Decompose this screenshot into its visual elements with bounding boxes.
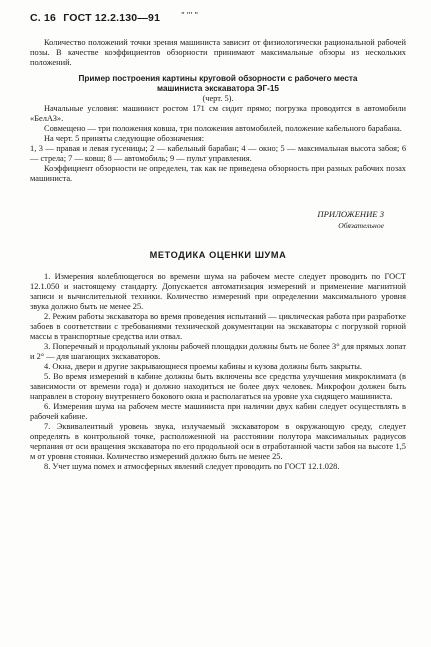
item-3: 3. Поперечный и продольный уклоны рабочей площадки должны быть не более 3° для прямых лопат и 2° — для шагающих экскаваторов. (30, 342, 406, 361)
example-figure-ref: (черт. 5). (202, 94, 234, 103)
appendix-status: Обязательное (338, 221, 384, 230)
item-7: 7. Эквивалентный уровень звука, излучаемый экскаватором в окружающую среду, следует определять в контрольной точке, расположенной на расстоянии полутора максимальных радиусов черпания от оси вращения экскаватора по его продольной оси в отработанной части забоя на высоте 1,5 м от уровня стоянки. Количество измерений должно быть не менее 25. (30, 422, 406, 461)
example-legend-intro: На черт. 5 приняты следующие обозначения: (44, 134, 205, 143)
example-title-line1: Пример построения картины круговой обзорности с рабочего места (78, 74, 358, 83)
example-conditions: Начальные условия: машинист ростом 171 см сидит прямо; погрузка проводится в автомобили «БелАЗ». (30, 104, 406, 123)
page-number: С. 16 (30, 12, 57, 24)
example-combined: Совмещено — три положения ковша, три положения автомобилей, положение кабельного барабана. (44, 124, 402, 133)
appendix-block (30, 208, 406, 232)
appendix-label: ПРИЛОЖЕНИЕ 3 (317, 209, 384, 219)
page-header (30, 12, 198, 24)
example-note: Коэффициент обзорности не определен, так как не приведена обзорность при разных рабочих позах машиниста. (30, 164, 406, 183)
item-4: 4. Окна, двери и другие закрывающиеся проемы кабины и кузова должны быть закрыты. (44, 362, 362, 371)
intro-paragraph: Количество положений точки зрения машиниста зависит от физиологически рациональной рабочей позы. В качестве коэффициентов обзорности принимают максимальные обзоры из нескольких положений. (30, 38, 406, 67)
section-title: МЕТОДИКА ОЦЕНКИ ШУМА (149, 250, 287, 260)
standard-code: ГОСТ 12.2.130—91 (63, 12, 161, 24)
item-1: 1. Измерения колеблющегося во времени шума на рабочем месте следует проводить по ГОСТ 12.1.050 и настоящему стандарту. Допускается автоматизация измерений и применение магнитной записи и вычислительной техники. Количество измерений при определении максимального уровня звука должно быть не менее 25. (30, 272, 406, 311)
item-5: 5. Во время измерений в кабине должны быть включены все средства улучшения микроклимата (в зависимости от времени года) и должно находиться не более двух человек. Микрофон должен быть направлен в сторону внутреннего бокового окна и располагаться на уровне уха сидящего машиниста. (30, 372, 406, 401)
header-mark: " ''' " (181, 12, 199, 19)
item-2: 2. Режим работы экскаватора во время проведения испытаний — циклическая работа при разработке забоев в соответствии с требованиями технической документации на экскаваторы с погрузкой горной массы в транспортные средства или отвал. (30, 312, 406, 341)
item-8: 8. Учет шума помех и атмосферных явлений следует проводить по ГОСТ 12.1.028. (44, 462, 340, 471)
document-body (30, 38, 406, 472)
example-legend: 1, 3 — правая и левая гусеницы; 2 — кабельный барабан; 4 — окно; 5 — максимальная высота забоя; 6 — стрела; 7 — ковш; 8 — автомобиль; 9 — пульт управления. (30, 144, 406, 163)
example-title-line2: машиниста экскаватора ЭГ-15 (157, 84, 279, 93)
item-6: 6. Измерения шума на рабочем месте машиниста при наличии двух кабин следует осуществлять в рабочей кабине. (30, 402, 406, 421)
